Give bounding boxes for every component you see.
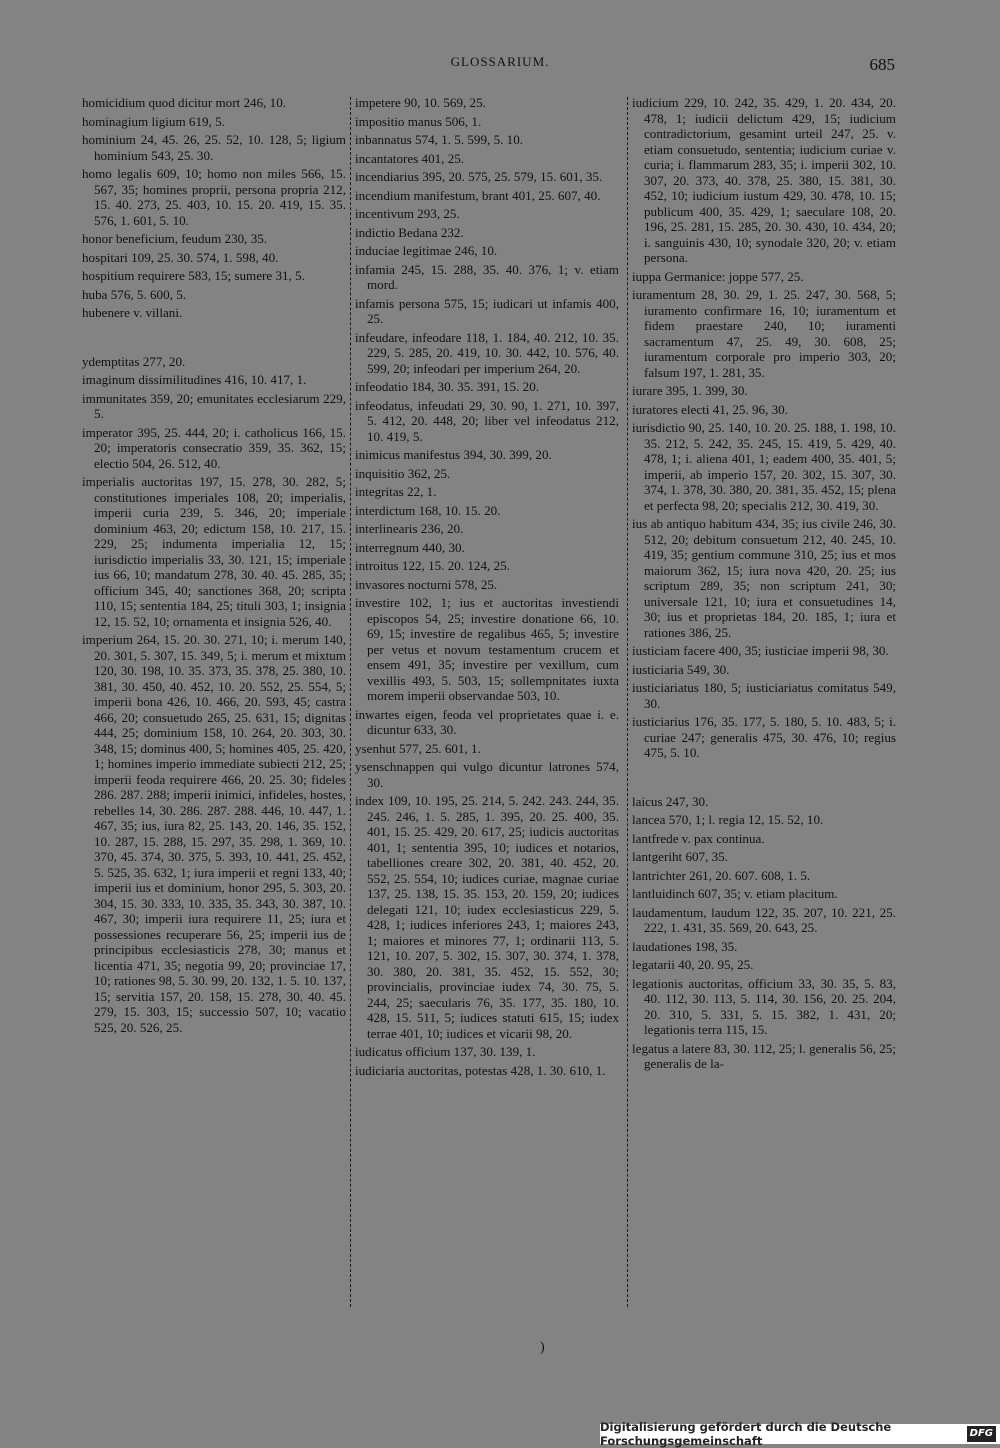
glossary-entry: infamis persona 575, 15; iudicari ut infamis 400, 25. <box>355 295 619 326</box>
glossary-entry: infeodatio 184, 30. 35. 391, 15. 20. <box>355 379 540 394</box>
glossary-entry: homicidium quod dicitur mort 246, 10. <box>82 95 287 110</box>
credit-text: Digitalisierung gefördert durch die Deutsche Forschungsgemeinschaft <box>600 1420 892 1448</box>
glossary-entry: indictio Bedana 232. <box>355 224 464 240</box>
glossary-entry: imperator 395, 25. 444, 20; i. catholicus 166, 15. 20; imperatoris consecratio 359, 35. 362, 15; electio 504, 26. 512, 40. <box>82 424 346 471</box>
glossary-entry: incendiarius 395, 20. 575, 25. 579, 15. 601, 35. <box>355 169 603 184</box>
glossary-entry: ydemptitas 277, 20. <box>82 353 186 369</box>
glossary-entry: hominagium ligium 619, 5. <box>82 113 225 129</box>
glossary-entry: laudationes 198, 35. <box>632 938 738 954</box>
glossary-entry: iudicium 229, 10. 242, 35. 429, 1. 20. 434, 20. 478, 1; iudicii delictum 429, 15; iudicium contradictorium, gesamint urteil 247, 25. v. etiam consuetudo, sententia; iudicium curiae v. curia; i. flammarum 283, 35; i. imperii 302, 10. 307, 20. 373, 40. 378, 25. 380, 15. 381, 30. 452, 10; iudicium iustum 429, 30. 478, 10. 15; publicum 400, 35. 429, 1; saeculare 108, 20. 196, 25. 281, 15. 285, 20. 30. 430, 10. 434, 20; i. sanguinis 430, 10; synodale 320, 20; v. etiam persona. <box>632 95 896 265</box>
glossary-entry: invasores nocturni 578, 25. <box>355 576 498 592</box>
glossary-column-1 <box>82 95 346 1038</box>
glossary-entry: iudiciaria auctoritas, potestas 428, 1. 30. 610, 1. <box>355 1062 606 1078</box>
glossary-entry: laudamentum, laudum 122, 35. 207, 10. 221, 25. 222, 1. 431, 35. 569, 20. 643, 25. <box>632 904 896 935</box>
page-footer-mark: ) <box>540 1340 545 1355</box>
glossary-entry: infeodatus, infeudati 29, 30. 90, 1. 271, 10. 397, 5. 412, 20. 448, 20; liber vel infeodatus 212, 10. 419, 5. <box>355 397 619 444</box>
glossary-entry: induciae legitimae 246, 10. <box>355 243 498 258</box>
glossary-entry: imaginum dissimilitudines 416, 10. 417, 1. <box>82 372 307 387</box>
glossary-entry: integritas 22, 1. <box>355 484 437 499</box>
glossary-entry: hospitium requirere 583, 15; sumere 31, 5. <box>82 268 305 283</box>
glossary-entry: infeudare, infeodare 118, 1. 184, 40. 212, 10. 35. 229, 5. 285, 20. 419, 10. 30. 442, 10. 576, 40. 599, 20; infeodari per imperium 264, 20. <box>355 329 619 376</box>
glossary-entry: impositio manus 506, 1. <box>355 113 482 129</box>
page-number: 685 <box>869 55 895 74</box>
glossary-entry: interdictum 168, 10. 15. 20. <box>355 502 501 518</box>
glossary-entry: iurare 395, 1. 399, 30. <box>632 383 748 398</box>
glossary-entry: lantrichter 261, 20. 607. 608, 1. 5. <box>632 867 811 883</box>
section-gap <box>82 324 346 354</box>
glossary-entry: inwartes eigen, feoda vel proprietates quae i. e. dicuntur 633, 30. <box>355 706 619 737</box>
glossary-entry: inimicus manifestus 394, 30. 399, 20. <box>355 447 552 462</box>
glossary-entry: interlinearis 236, 20. <box>355 521 464 536</box>
glossary-entry: lantfrede v. pax continua. <box>632 830 765 846</box>
glossary-entry: huba 576, 5. 600, 5. <box>82 286 187 302</box>
glossary-entry: lantluidinch 607, 35; v. etiam placitum. <box>632 886 838 901</box>
column-rule-right <box>627 97 628 1307</box>
glossary-entry: iuppa Germanice: joppe 577, 25. <box>632 268 804 284</box>
glossary-entry: laicus 247, 30. <box>632 793 709 809</box>
glossary-entry: inbannatus 574, 1. 5. 599, 5. 10. <box>355 132 524 147</box>
glossary-entry: iusticiaria 549, 30. <box>632 661 730 677</box>
glossary-entry: immunitates 359, 20; emunitates ecclesiarum 229, 5. <box>82 390 346 421</box>
glossary-entry: honor beneficium, feudum 230, 35. <box>82 231 268 246</box>
glossary-entry: legatarii 40, 20. 95, 25. <box>632 957 754 972</box>
glossary-entry: ysenhut 577, 25. 601, 1. <box>355 740 481 756</box>
glossary-entry: iuramentum 28, 30. 29, 1. 25. 247, 30. 568, 5; iuramento confirmare 16, 10; iuramentum et fidem praestare 240, 10; iuramenti sacramentum 47, 25. 49, 30. 608, 25; iuramentum corporale pro imperio 303, 20; falsum 197, 1. 281, 35. <box>632 287 896 380</box>
glossary-entry: ysenschnappen qui vulgo dicuntur latrones 574, 30. <box>355 759 619 790</box>
glossary-entry: impetere 90, 10. 569, 25. <box>355 95 486 110</box>
glossary-entry: imperium 264, 15. 20. 30. 271, 10; i. merum 140, 20. 301, 5. 307, 15. 349, 5; i. merum et mixtum 120, 30. 198, 10. 35. 373, 35. 378, 25. 380, 10. 381, 30. 450, 40. 452, 10. 20. 552, 25. 554, 5; imperii bona 426, 10. 466, 20. 593, 45; castra 466, 20; consuetudo 265, 25. 631, 15; dignitas 444, 25; dominium 158, 10. 264, 20. 303, 30. 348, 15; dominus 400, 5; homines 405, 25. 420, 1; homines imperio immediate subiecti 212, 25; imperii feoda requirere 466, 20. 25. 30; fideles 286. 287. 288; imperii inimici, infideles, hostes, rebelles 14, 30. 286. 287. 288. 446, 10. 447, 1. 467, 35; ius, iura 82, 25. 143, 20. 146, 35. 152, 10. 287, 15. 288, 15. 297, 35. 298, 1. 369, 10. 370, 45. 374, 30. 375, 5. 393, 10. 441, 25. 452, 5. 525, 35. 632, 1; iura imperii et regni 133, 40; imperii ius et dominium, honor 295, 5. 303, 20. 304, 15. 30. 333, 10. 335, 35. 343, 30. 387, 10. 467, 30; imperii iura requirere 11, 25; iura et possessiones recuperare 56, 25; imperii ius de principibus ecclesiasticis 278, 30; manus et licentia 471, 35; negotia 99, 20; provinciae 17, 10; rationes 98, 5. 30. 99, 20. 132, 1. 5. 10. 137, 15; servitia 157, 20. 158, 15. 278, 30. 40. 45. 279, 15. 303, 15; successio 507, 10; vacatio 525, 20. 526, 25. <box>82 632 346 1035</box>
glossary-entry: lantgeriht 607, 35. <box>632 849 729 864</box>
glossary-column-2 <box>355 95 619 1081</box>
glossary-entry: iurisdictio 90, 25. 140, 10. 20. 25. 188, 1. 198, 10. 35. 212, 5. 242, 35. 245, 15. 419, 5. 429, 40. 478, 1; i. aliena 401, 1; eadem 400, 35. 401, 5; imperii, ab imperio 157, 20. 302, 15. 307, 30. 374, 1. 378, 30. 380, 20. 381, 35. 452, 15; plena et perfecta 98, 20; specialis 212, 30. 419, 30. <box>632 420 896 513</box>
glossary-entry: iuratores electi 41, 25. 96, 30. <box>632 401 788 417</box>
glossary-entry: hubenere v. villani. <box>82 305 183 320</box>
dfg-logo: DFG <box>967 1426 996 1442</box>
glossary-entry: imperialis auctoritas 197, 15. 278, 30. 282, 5; constitutiones imperiales 108, 20; imperialis, imperii curia 239, 5. 346, 20; imperiale dominium 463, 20; edictum 158, 10. 217, 15. 229, 25; indumenta imperialia 12, 15; iurisdictio imperialis 33, 30. 121, 15; imperiale ius 66, 10; mandatum 278, 30. 40. 45. 285, 35; officium 345, 40; sanctiones 368, 20; scripta 110, 15; sententia 184, 25; tituli 303, 1; insignia 12, 15. 52, 10; ornamenta et insignia 526, 40. <box>82 474 346 629</box>
glossary-entry: investire 102, 1; ius et auctoritas investiendi episcopos 54, 25; investire donatione 66, 10. 69, 15; investire de regalibus 465, 5; investire per vetus et novum testamentum crucem et ensem 491, 35; investire per vexillum, cum vexillis 493, 5. 503, 15; sollempnitates iuxta morem imperii observandae 503, 10. <box>355 595 619 703</box>
glossary-column-3 <box>632 95 896 1075</box>
column-rule-left <box>350 97 351 1307</box>
glossary-entry: hominium 24, 45. 26, 25. 52, 10. 128, 5; ligium hominium 543, 25. 30. <box>82 132 346 163</box>
glossary-entry: infamia 245, 15. 288, 35. 40. 376, 1; v. etiam mord. <box>355 261 619 292</box>
glossary-entry: incendium manifestum, brant 401, 25. 607, 40. <box>355 187 601 203</box>
running-title: GLOSSARIUM. <box>450 54 550 69</box>
glossary-entry: iusticiarius 176, 35. 177, 5. 180, 5. 10. 483, 5; i. curiae 247; generalis 475, 30. 476, 10; regius 475, 5. 10. <box>632 714 896 760</box>
glossary-entry: ius ab antiquo habitum 434, 35; ius civile 246, 30. 512, 20; debitum consuetum 212, 40. 245, 10. 419, 35; gentium commune 310, 25; ius et mos maiorum 362, 15; iura nova 420, 20. 25; ius scriptum 289, 35; non scriptum 241, 30; universale 121, 10; iura et consuetudines 14, 30; ius et proprietas 184, 20. 185, 1; iura et rationes 386, 25. <box>632 516 896 640</box>
glossary-entry: iusticiariatus 180, 5; iusticiariatus comitatus 549, 30. <box>632 680 896 711</box>
glossary-entry: iudicatus officium 137, 30. 139, 1. <box>355 1044 536 1059</box>
glossary-entry: introitus 122, 15. 20. 124, 25. <box>355 558 510 573</box>
glossary-entry: hospitari 109, 25. 30. 574, 1. 598, 40. <box>82 249 279 265</box>
glossary-entry: interregnum 440, 30. <box>355 539 465 555</box>
section-gap <box>632 764 896 794</box>
glossary-entry: index 109, 10. 195, 25. 214, 5. 242. 243. 244, 35. 245. 246, 1. 5. 285, 1. 395, 20. 25. 400, 35. 401, 15. 25. 429, 20. 617, 25; iudicis auctoritas 401, 1; sententia 395, 10; iudices et notarios, tabelliones creare 302, 20. 381, 40. 452, 20. 552, 25. 554, 10; iudices curiae, magnae curiae 137, 25. 138, 15. 35. 153, 20. 159, 20; iudices delegati 121, 10; iudex ecclesiasticus 229, 5. 428, 1; iudices inferiores 243, 1; maiores 243, 1; maiores et minores 77, 1; ordinarii 113, 5. 121, 10. 207, 5. 302, 15. 307, 30. 374, 1. 378, 30. 380, 20. 381, 35. 452, 15. 552, 30; provincialis, provinciae iudex 74, 30. 75, 5. 244, 25; saecularis 76, 35. 177, 35. 180, 10. 428, 15. 511, 5; iudices statuti 615, 15; iudex terrae 401, 10; iudices et vicarii 98, 20. <box>355 793 619 1041</box>
digitization-credit <box>600 1420 1000 1448</box>
glossary-entry: incentivum 293, 25. <box>355 206 460 221</box>
glossary-entry: iusticiam facere 400, 35; iusticiae imperii 98, 30. <box>632 643 889 658</box>
glossary-entry: inquisitio 362, 25. <box>355 465 451 481</box>
glossary-entry: incantatores 401, 25. <box>355 150 465 166</box>
glossary-entry: lancea 570, 1; l. regia 12, 15. 52, 10. <box>632 812 824 827</box>
glossary-entry: legatus a latere 83, 30. 112, 25; l. generalis 56, 25; generalis de la- <box>632 1040 896 1071</box>
glossary-entry: legationis auctoritas, officium 33, 30. 35, 5. 83, 40. 112, 30. 113, 5. 114, 30. 156, 20. 25. 204, 20. 310, 5. 331, 5. 15. 382, 1. 431, 20; legationis terra 115, 15. <box>632 975 896 1037</box>
glossary-entry: homo legalis 609, 10; homo non miles 566, 15. 567, 35; homines proprii, persona propria 212, 15. 40. 273, 25. 403, 10. 15. 20. 419, 15. 35. 576, 1. 601, 5. 10. <box>82 166 346 228</box>
